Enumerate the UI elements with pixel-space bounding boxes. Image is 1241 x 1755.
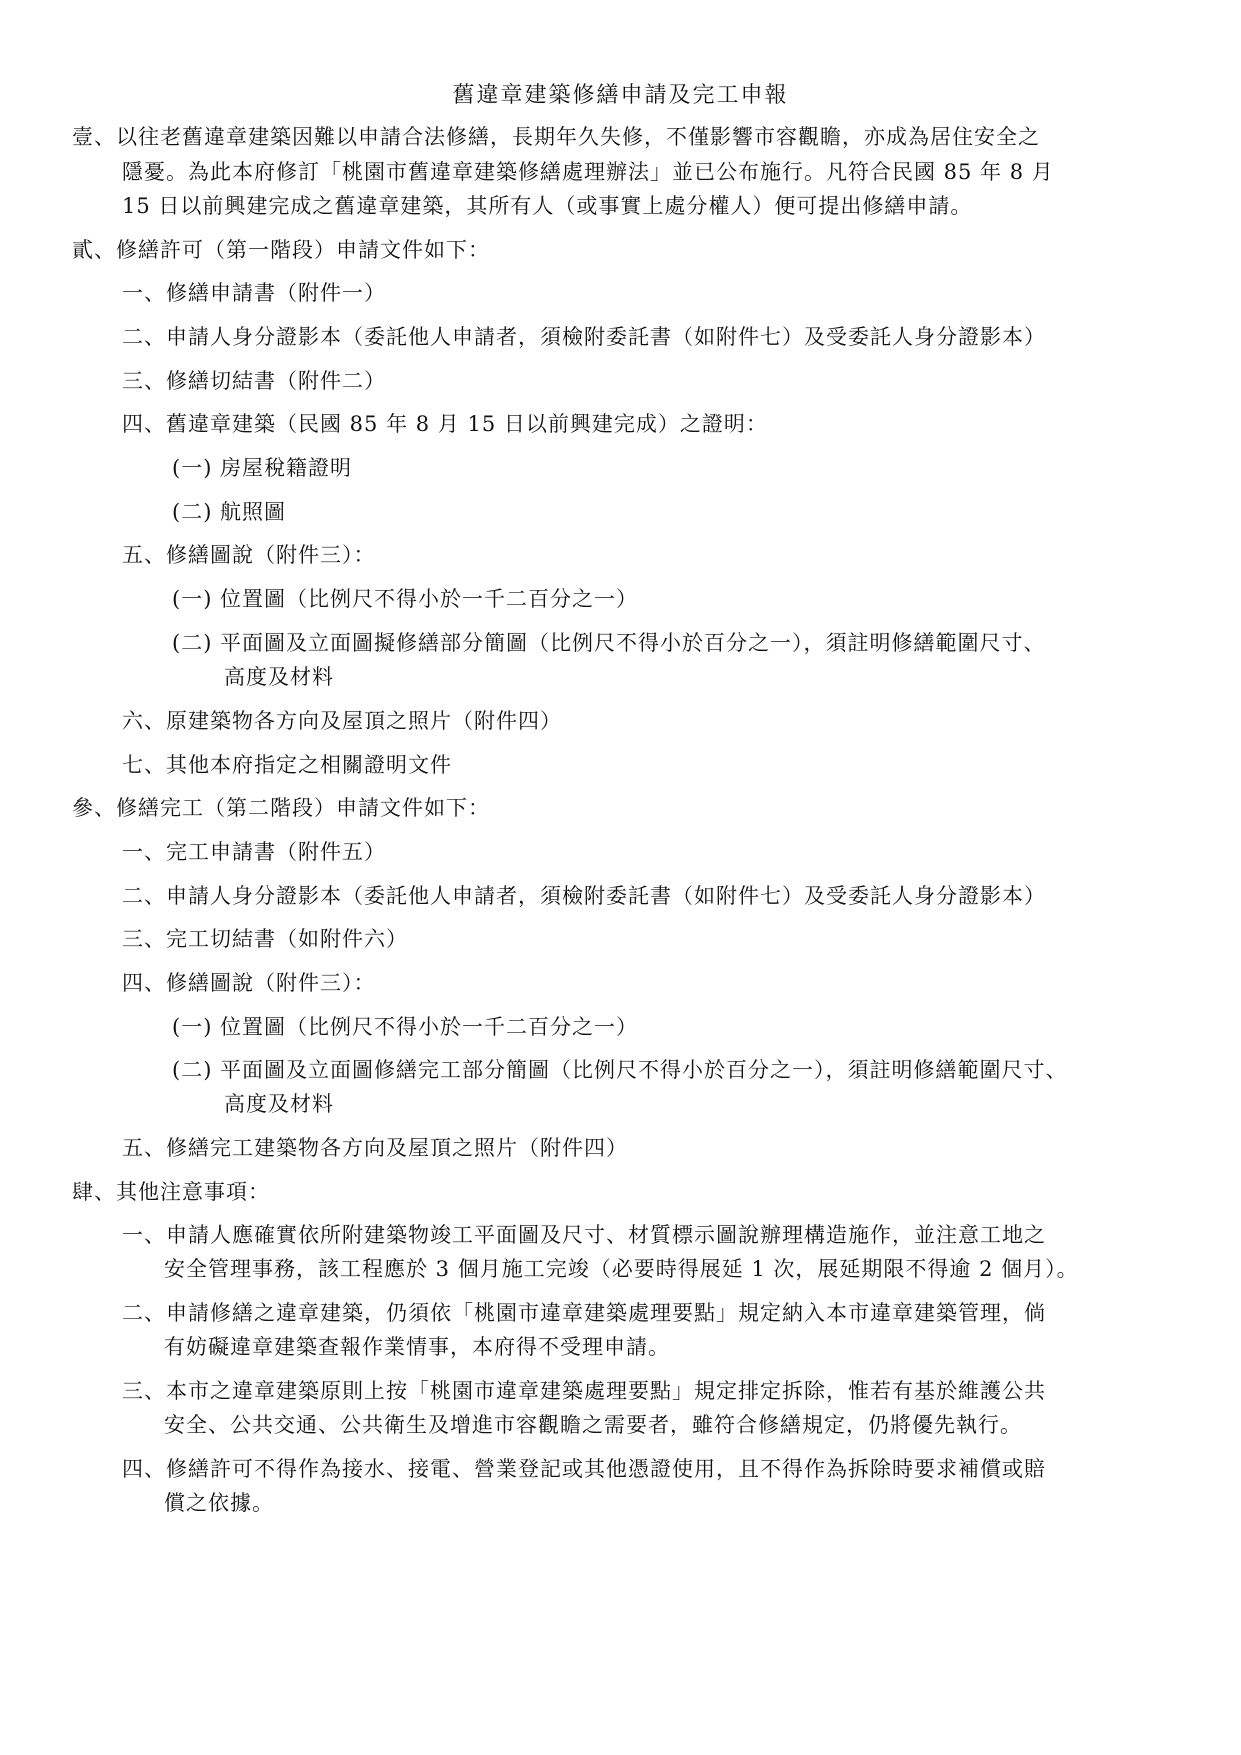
section-3-heading: 參、修繕完工（第二階段）申請文件如下： <box>72 796 490 820</box>
list-item-continuation: 償之依據。 <box>164 1491 274 1515</box>
list-item: 七、其他本府指定之相關證明文件 <box>122 753 452 777</box>
sub-list-item: (一) 位置圖（比例尺不得小於一千二百分之一） <box>172 587 639 611</box>
sub-list-item-continuation: 高度及材料 <box>224 665 334 689</box>
list-item: 四、修繕許可不得作為接水、接電、營業登記或其他憑證使用，且不得作為拆除時要求補償或賠 <box>122 1457 1046 1481</box>
sub-list-item: (二) 平面圖及立面圖擬修繕部分簡圖（比例尺不得小於百分之一），須註明修繕範圍尺寸、 <box>172 631 1046 655</box>
list-item: 四、舊違章建築（民國 85 年 8 月 15 日以前興建完成）之證明： <box>122 412 768 436</box>
list-item: 二、申請修繕之違章建築，仍須依「桃園市違章建築處理要點」規定納入本市違章建築管理，倘 <box>122 1301 1046 1325</box>
sub-list-item-continuation: 高度及材料 <box>224 1092 334 1116</box>
list-item-continuation: 有妨礙違章建築查報作業情事，本府得不受理申請。 <box>164 1335 670 1359</box>
sub-list-item: (二) 平面圖及立面圖修繕完工部分簡圖（比例尺不得小於百分之一），須註明修繕範圍尺寸、 <box>172 1058 1068 1082</box>
list-item: 四、修繕圖說（附件三）： <box>122 971 376 995</box>
list-item: 一、修繕申請書（附件一） <box>122 281 386 305</box>
list-item-continuation: 安全管理事務，該工程應於 3 個月施工完竣（必要時得展延 1 次，展延期限不得逾 2 個月）。 <box>164 1257 1079 1281</box>
section-1-line-2: 隱憂。為此本府修訂「桃園市舊違章建築修繕處理辦法」並已公布施行。凡符合民國 85 年 8 月 <box>122 160 1054 184</box>
list-item: 二、申請人身分證影本（委託他人申請者，須檢附委託書（如附件七）及受委託人身分證影本） <box>122 884 1046 908</box>
section-1-line-1: 壹、以往老舊違章建築因難以申請合法修繕，長期年久失修，不僅影響市容觀瞻，亦成為居住安全之 <box>72 125 1040 149</box>
list-item: 三、本市之違章建築原則上按「桃園市違章建築處理要點」規定排定拆除，惟若有基於維護公共 <box>122 1379 1046 1403</box>
list-item: 一、完工申請書（附件五） <box>122 840 386 864</box>
sub-list-item: (一) 房屋稅籍證明 <box>172 456 353 480</box>
section-1-line-3: 15 日以前興建完成之舊違章建築，其所有人（或事實上處分權人）便可提出修繕申請。 <box>122 194 973 218</box>
section-4-heading: 肆、其他注意事項： <box>72 1180 270 1204</box>
sub-list-item: (二) 航照圖 <box>172 500 287 524</box>
document-title: 舊違章建築修繕申請及完工申報 <box>452 83 789 108</box>
list-item-continuation: 安全、公共交通、公共衛生及增進市容觀瞻之需要者，雖符合修繕規定，仍將優先執行。 <box>164 1413 1022 1437</box>
sub-list-item: (一) 位置圖（比例尺不得小於一千二百分之一） <box>172 1015 639 1039</box>
section-2-heading: 貳、修繕許可（第一階段）申請文件如下： <box>72 238 490 262</box>
list-item: 二、申請人身分證影本（委託他人申請者，須檢附委託書（如附件七）及受委託人身分證影本） <box>122 325 1046 349</box>
list-item: 五、修繕完工建築物各方向及屋頂之照片（附件四） <box>122 1136 628 1160</box>
list-item: 一、申請人應確實依所附建築物竣工平面圖及尺寸、材質標示圖說辦理構造施作，並注意工地之 <box>122 1223 1046 1247</box>
list-item: 三、完工切結書（如附件六） <box>122 927 408 951</box>
list-item: 五、修繕圖說（附件三）： <box>122 543 376 567</box>
list-item: 三、修繕切結書（附件二） <box>122 369 386 393</box>
list-item: 六、原建築物各方向及屋頂之照片（附件四） <box>122 709 562 733</box>
